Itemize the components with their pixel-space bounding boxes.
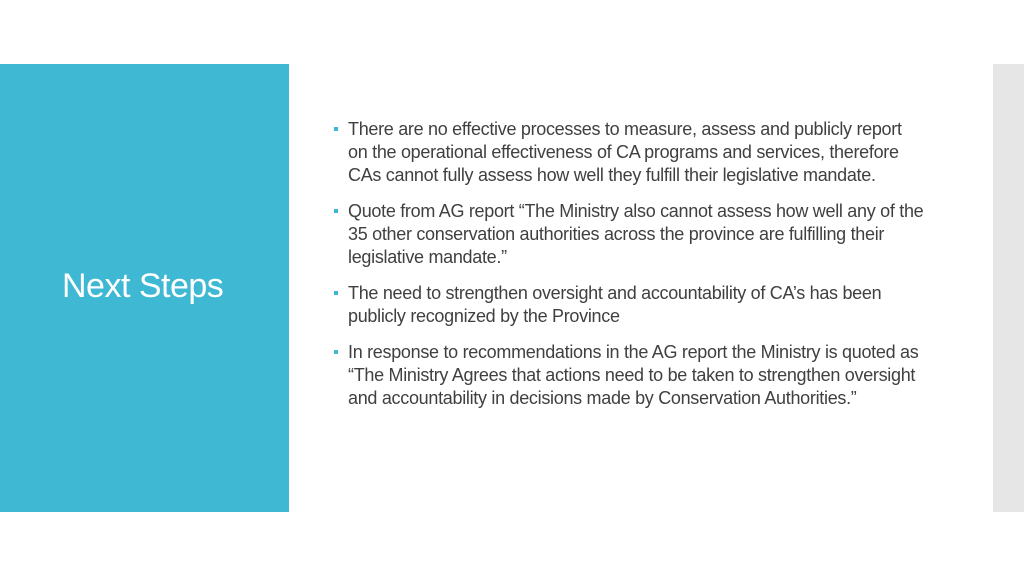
- bullet-text: In response to recommendations in the AG report the Ministry is quoted as “The Ministry Agrees that actions need to be taken to strengthen oversight and accountability in decisions made by Conservation Authorities.”: [348, 342, 919, 408]
- bullet-square-icon: [334, 291, 338, 295]
- bullet-text: There are no effective processes to measure, assess and publicly report on the operational effectiveness of CA programs and services, therefore CAs cannot fully assess how well they fulfill their legislative mandate.: [348, 119, 902, 185]
- bullet-item: [334, 341, 924, 410]
- slide-title: Next Steps: [62, 267, 224, 305]
- bullet-list: [334, 118, 924, 423]
- bullet-text: The need to strengthen oversight and accountability of CA’s has been publicly recognized by the Province: [348, 283, 882, 326]
- bullet-item: [334, 282, 924, 328]
- bullet-square-icon: [334, 350, 338, 354]
- bullet-square-icon: [334, 127, 338, 131]
- right-decorative-strip: [993, 64, 1024, 512]
- bullet-item: [334, 200, 924, 269]
- bullet-square-icon: [334, 209, 338, 213]
- bullet-item: [334, 118, 924, 187]
- bullet-text: Quote from AG report “The Ministry also cannot assess how well any of the 35 other conservation authorities across the province are fulfilling their legislative mandate.”: [348, 201, 924, 267]
